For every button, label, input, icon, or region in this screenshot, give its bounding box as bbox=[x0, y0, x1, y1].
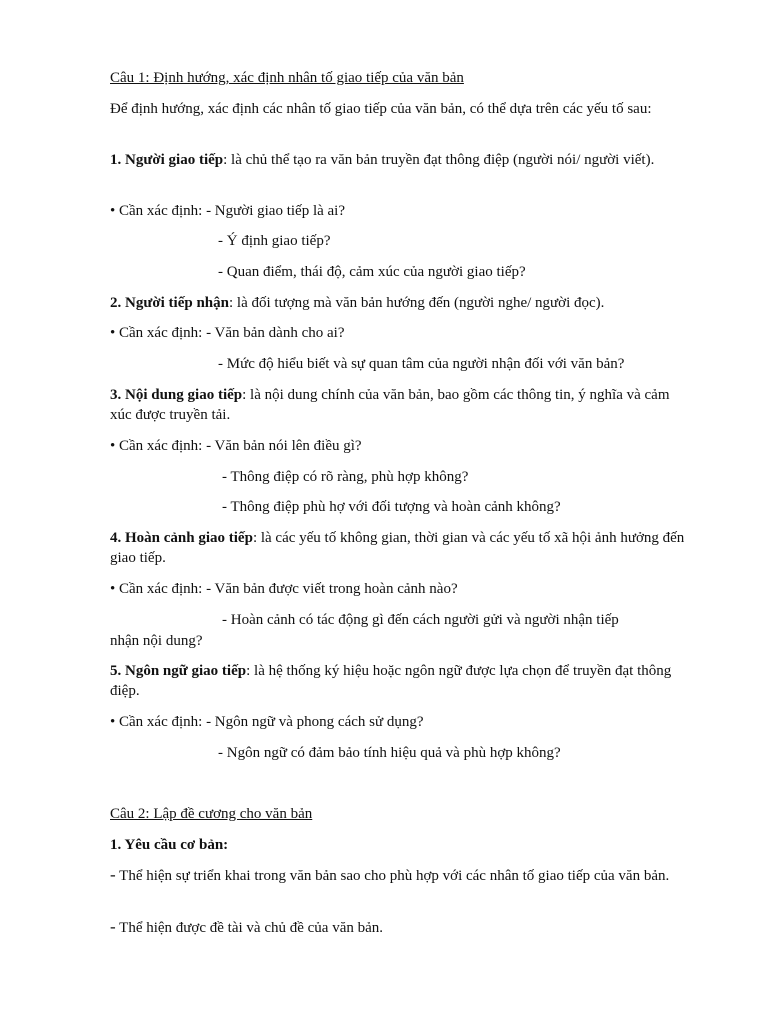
factor-1-sub-2: - Quan điểm, thái độ, cảm xúc của người giao tiếp? bbox=[218, 264, 526, 280]
factor-5-bullet: • Cần xác định: - Ngôn ngữ và phong cách sử dụng? bbox=[110, 714, 424, 730]
factor-5-paragraph bbox=[110, 661, 690, 701]
q2-item-2-dash: - bbox=[110, 917, 116, 936]
factor-3-sub-1: - Thông điệp có rõ ràng, phù hợp không? bbox=[222, 469, 469, 485]
factor-3-bullet: • Cần xác định: - Văn bản nói lên điều gì? bbox=[110, 438, 362, 454]
q1-intro: Để định hướng, xác định các nhân tố giao tiếp của văn bản, có thể dựa trên các yếu tố sau: bbox=[110, 101, 652, 117]
factor-3-sub-2: - Thông điệp phù hợ với đối tượng và hoàn cảnh không? bbox=[222, 499, 561, 515]
factor-2-paragraph bbox=[110, 293, 690, 313]
factor-3-desc: : là nội dung chính của văn bản, bao gồm các thông tin, ý nghĩa và cảm xúc được truyền tải. bbox=[110, 387, 670, 423]
factor-3-title: 3. Nội dung giao tiếp bbox=[110, 387, 243, 403]
factor-5-desc: : là hệ thống ký hiệu hoặc ngôn ngữ được lựa chọn để truyền đạt thông điệp. bbox=[110, 663, 672, 699]
factor-4-desc: : là các yếu tố không gian, thời gian và các yếu tố xã hội ảnh hưởng đến giao tiếp. bbox=[110, 530, 685, 566]
factor-4-sub-line-2: nhận nội dung? bbox=[110, 633, 203, 649]
factor-2-title: 2. Người tiếp nhận bbox=[110, 295, 229, 311]
q2-item-1-dash: - bbox=[110, 865, 116, 884]
q1-heading: Câu 1: Định hướng, xác định nhân tố giao tiếp của văn bản bbox=[110, 70, 464, 86]
factor-1-bullet: • Cần xác định: - Người giao tiếp là ai? bbox=[110, 203, 345, 219]
factor-2-bullet: • Cần xác định: - Văn bản dành cho ai? bbox=[110, 325, 345, 341]
factor-5-sub-1: - Ngôn ngữ có đảm bảo tính hiệu quả và phù hợp không? bbox=[218, 745, 561, 761]
factor-3-paragraph bbox=[110, 385, 690, 425]
factor-1-desc: : là chủ thể tạo ra văn bản truyền đạt thông điệp (người nói/ người viết). bbox=[223, 152, 655, 168]
q2-item-2-text: Thể hiện được đề tài và chủ đề của văn bản. bbox=[115, 920, 384, 936]
q2-sub-heading: 1. Yêu cầu cơ bản: bbox=[110, 837, 229, 853]
factor-1-paragraph bbox=[110, 150, 690, 170]
q2-item-2 bbox=[110, 917, 690, 938]
factor-5-title: 5. Ngôn ngữ giao tiếp bbox=[110, 663, 247, 679]
q2-heading: Câu 2: Lập đề cương cho văn bản bbox=[110, 806, 313, 822]
factor-2-sub-1: - Mức độ hiểu biết và sự quan tâm của người nhận đối với văn bản? bbox=[218, 356, 625, 372]
factor-4-bullet: • Cần xác định: - Văn bản được viết trong hoàn cảnh nào? bbox=[110, 581, 458, 597]
factor-1-title: 1. Người giao tiếp bbox=[110, 152, 224, 168]
factor-4-paragraph bbox=[110, 528, 690, 568]
factor-2-desc: : là đối tượng mà văn bản hướng đến (người nghe/ người đọc). bbox=[229, 295, 605, 311]
q2-item-1 bbox=[110, 865, 690, 886]
factor-4-sub-line-1: - Hoàn cảnh có tác động gì đến cách người gửi và người nhận tiếp bbox=[222, 612, 619, 628]
factor-4-title: 4. Hoàn cảnh giao tiếp bbox=[110, 530, 253, 546]
factor-1-sub-1: - Ý định giao tiếp? bbox=[218, 233, 331, 249]
q2-item-1-text: Thể hiện sự triển khai trong văn bản sao cho phù hợp với các nhân tố giao tiếp của văn bản. bbox=[115, 868, 670, 884]
